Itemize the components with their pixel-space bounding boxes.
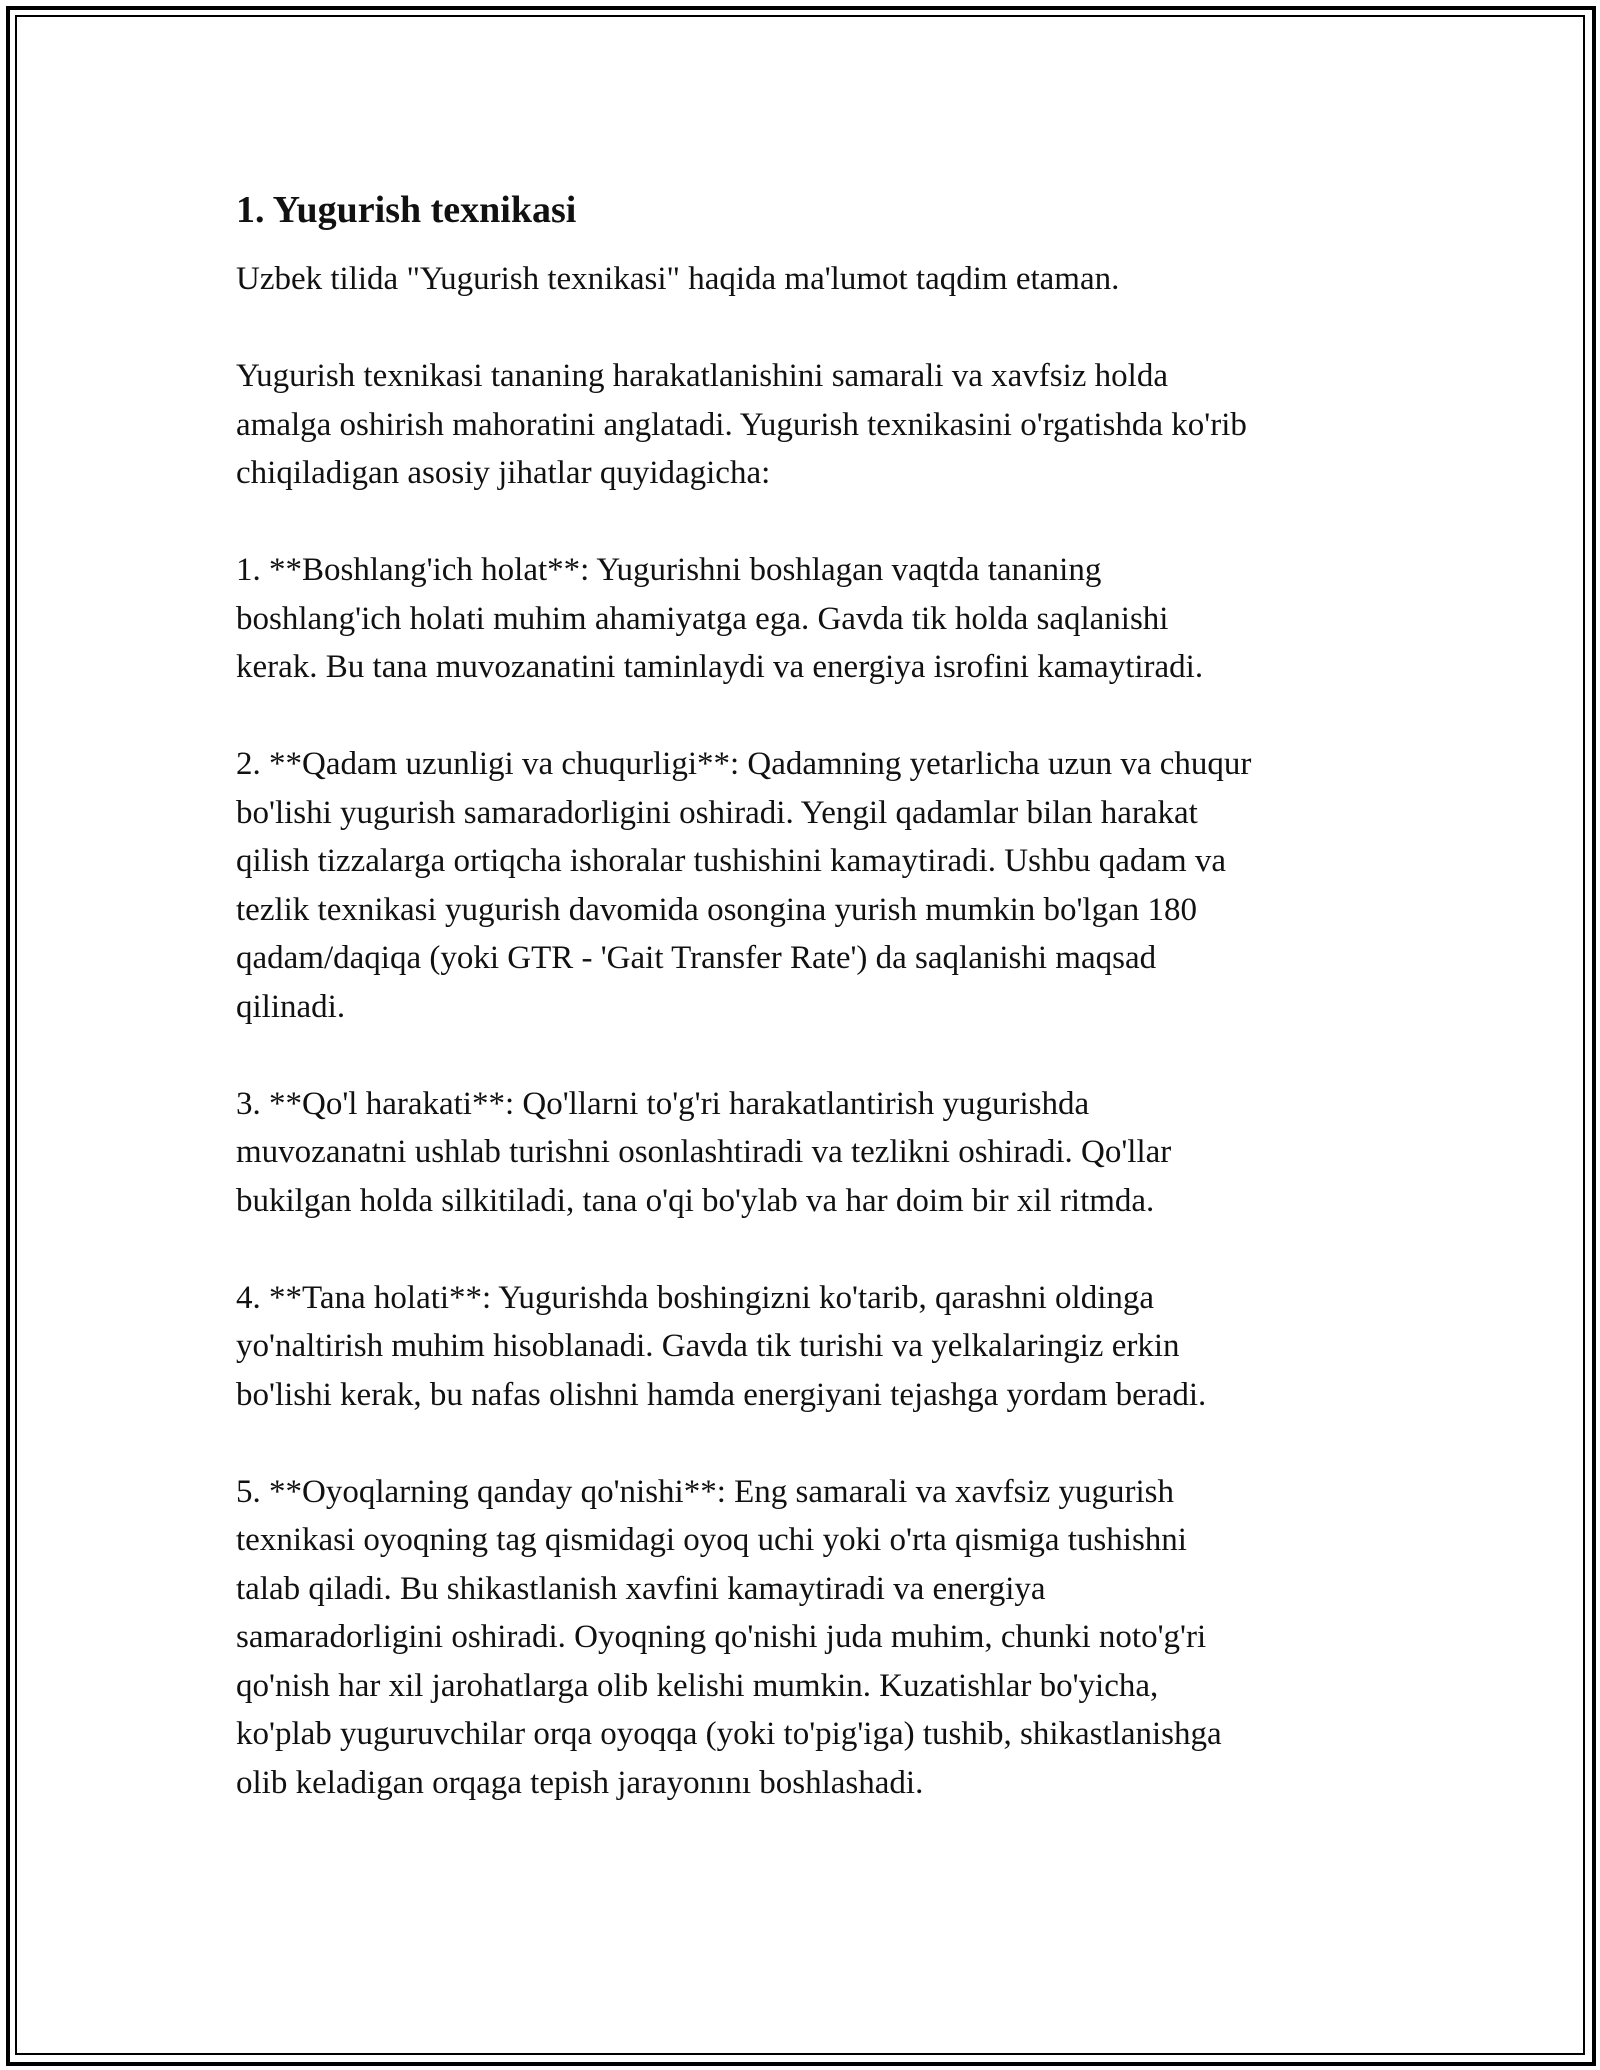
- list-item-stride-length: 2. **Qadam uzunligi va chuqurligi**: Qadamning yetarlicha uzun va chuqur bo'lishi yugurish samaradorligini oshiradi. Yengil qadamlar bilan harakat qilish tizzalarga ortiqcha ishoralar tushishini kamaytiradi. Ushbu qadam va tezlik texnikasi yugurish davomida osongina yurish mumkin bo'lgan 180 qadam/daqiqa (yoki GTR - 'Gait Transfer Rate') da saqlanishi maqsad qilinadi.: [236, 746, 1252, 1025]
- list-item-foot-landing: 5. **Oyoqlarning qanday qo'nishi**: Eng samarali va xavfsiz yugurish texnikasi oyoqning tag qismidagi oyoq uchi yoki o'rta qismiga tushishni talab qiladi. Bu shikastlanish xavfini kamaytiradi va energiya samaradorligini oshiradi. Oyoqning qo'nishi juda muhim, chunki noto'g'ri qo'nish har xil jarohatlarga olib kelishi mumkin. Kuzatishlar bo'yicha, ko'plab yuguruvchilar orqa oyoqqa (yoki to'pig'iga) tushib, shikastlanishga olib keladigan orqaga tepish jarayonını boshlashadi.: [236, 1473, 1222, 1801]
- list-item-body-posture: 4. **Tana holati**: Yugurishda boshingizni ko'tarib, qarashni oldinga yo'naltirish muhim hisoblanadi. Gavda tik turishi va yelkalaringiz erkin bo'lishi kerak, bu nafas olishni hamda energiyani tejashga yordam beradi.: [236, 1279, 1207, 1413]
- overview-paragraph: Yugurish texnikasi tananing harakatlanishini samarali va xavfsiz holda amalga oshirish mahoratini anglatadi. Yugurish texnikasini o'rgatishda ko'rib chiqiladigan asosiy jihatlar quyidagicha:: [236, 358, 1247, 491]
- intro-paragraph: Uzbek tilida "Yugurish texnikasi" haqida ma'lumot taqdim etaman.: [236, 261, 1120, 297]
- document-body: [236, 186, 1386, 1856]
- list-item-arm-movement: 3. **Qo'l harakati**: Qo'llarni to'g'ri harakatlantirish yugurishda muvozanatni ushlab turishni osonlashtiradi va tezlikni oshiradi. Qo'llar bukilgan holda silkitiladi, tana o'qi bo'ylab va har doim bir xil ritmda.: [236, 1085, 1172, 1219]
- list-item-starting-position: 1. **Boshlang'ich holat**: Yugurishni boshlagan vaqtda tananing boshlang'ich holati muhim ahamiyatga ega. Gavda tik holda saqlanishi kerak. Bu tana muvozanatini taminlaydi va energiya isrofini kamaytiradi.: [236, 552, 1204, 685]
- document-title: 1. Yugurish texnikasi: [236, 189, 577, 231]
